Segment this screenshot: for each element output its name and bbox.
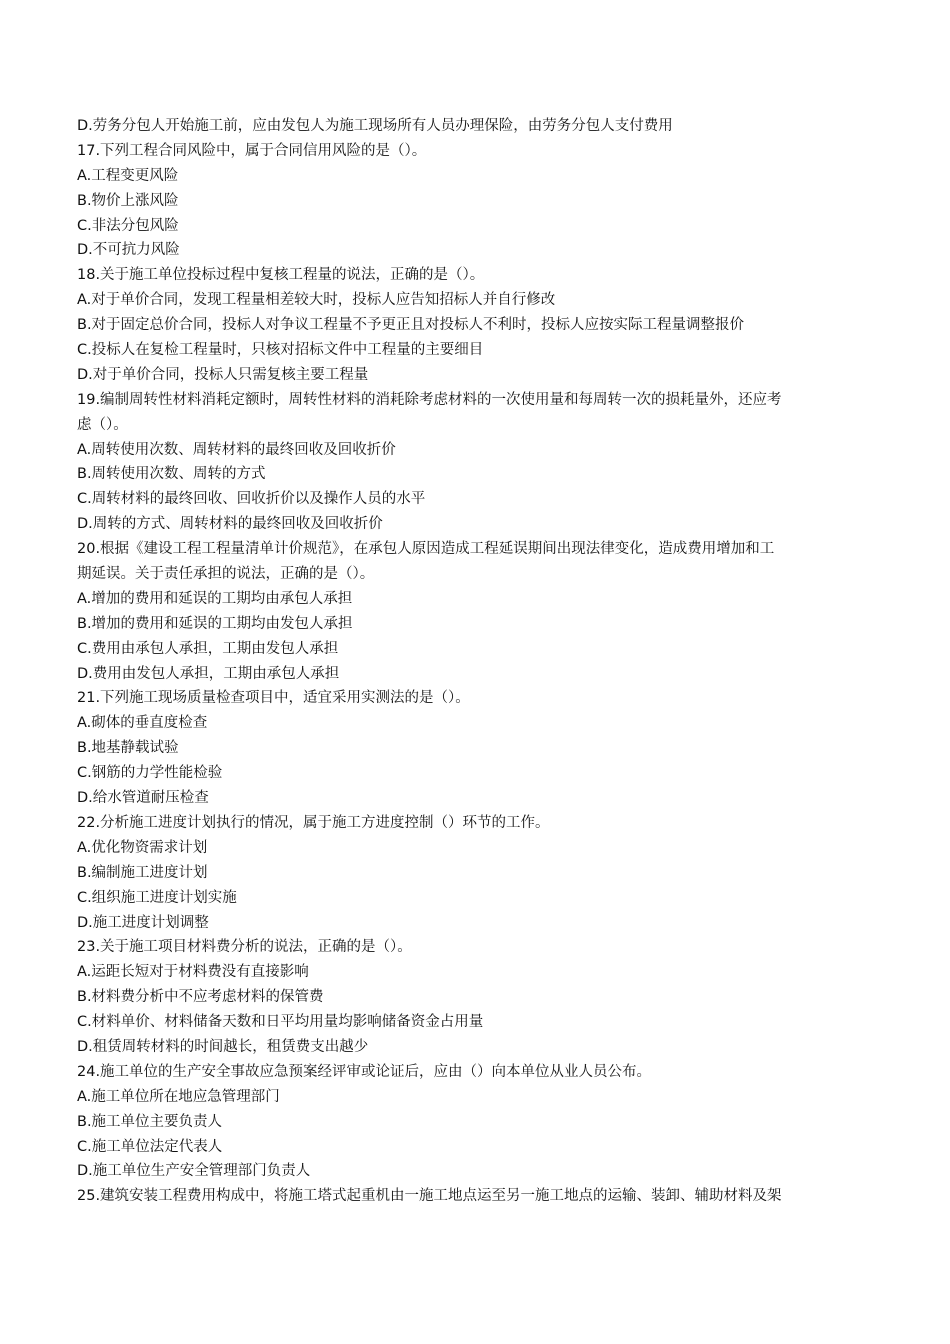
option-22-d: D.施工进度计划调整 [77,914,209,931]
option-20-b: B.增加的费用和延误的工期均由发包人承担 [77,615,353,632]
question-18: 18.关于施工单位投标过程中复核工程量的说法，正确的是（）。 [77,267,485,284]
question-20-continued: 期延误。关于责任承担的说法，正确的是（）。 [77,566,375,583]
question-22: 22.分析施工进度计划执行的情况，属于施工方进度控制（）环节的工作。 [77,814,550,831]
option-24-b: B.施工单位主要负责人 [77,1113,223,1130]
question-25: 25.建筑安装工程费用构成中，将施工塔式起重机由一施工地点运至另一施工地点的运输、装卸、辅助材料及架 [77,1188,782,1205]
option-21-c: C.钢筋的力学性能检验 [77,765,223,782]
option-23-c: C.材料单价、材料储备天数和日平均用量均影响储备资金占用量 [77,1014,484,1031]
option-17-b: B.物价上涨风险 [77,192,179,209]
option-20-c: C.费用由承包人承担，工期由发包人承担 [77,640,339,657]
option-17-a: A.工程变更风险 [77,167,179,184]
question-20: 20.根据《建设工程工程量清单计价规范》，在承包人原因造成工程延误期间出现法律变化，造成费用增加和工 [77,541,775,558]
question-17: 17.下列工程合同风险中，属于合同信用风险的是（）。 [77,142,427,159]
option-19-d: D.周转的方式、周转材料的最终回收及回收折价 [77,516,383,533]
option-17-c: C.非法分包风险 [77,217,179,234]
option-18-c: C.投标人在复检工程量时，只核对招标文件中工程量的主要细目 [77,342,484,359]
option-19-a: A.周转使用次数、周转材料的最终回收及回收折价 [77,441,396,458]
option-24-a: A.施工单位所在地应急管理部门 [77,1088,280,1105]
question-24: 24.施工单位的生产安全事故应急预案经评审或论证后，应由（）向本单位从业人员公布。 [77,1063,652,1080]
option-23-d: D.租赁周转材料的时间越长，租赁费支出越少 [77,1038,369,1055]
option-20-d: D.费用由发包人承担，工期由承包人承担 [77,665,340,682]
option-21-d: D.给水管道耐压检查 [77,790,209,807]
option-23-b: B.材料费分析中不应考虑材料的保管费 [77,989,324,1006]
option-18-d: D.对于单价合同，投标人只需复核主要工程量 [77,366,369,383]
document-page [77,114,885,1209]
question-21: 21.下列施工现场质量检查项目中，适宜采用实测法的是（）。 [77,690,470,707]
option-20-a: A.增加的费用和延误的工期均由承包人承担 [77,590,353,607]
option-16-d: D.劳务分包人开始施工前，应由发包人为施工现场所有人员办理保险，由劳务分包人支付费用 [77,118,673,134]
option-19-b: B.周转使用次数、周转的方式 [77,466,266,483]
option-22-b: B.编制施工进度计划 [77,864,208,881]
option-18-a: A.对于单价合同，发现工程量相差较大时，投标人应告知招标人并自行修改 [77,292,556,309]
option-23-a: A.运距长短对于材料费没有直接影响 [77,964,309,981]
option-22-c: C.组织施工进度计划实施 [77,889,237,906]
option-24-d: D.施工单位生产安全管理部门负责人 [77,1163,311,1180]
option-17-d: D.不可抗力风险 [77,242,180,259]
option-24-c: C.施工单位法定代表人 [77,1138,223,1155]
option-18-b: B.对于固定总价合同，投标人对争议工程量不予更正且对投标人不利时，投标人应按实际工程量调整报价 [77,317,745,334]
option-22-a: A.优化物资需求计划 [77,839,208,856]
question-19: 19.编制周转性材料消耗定额时，周转性材料的消耗除考虑材料的一次使用量和每周转一次的损耗量外，还应考 [77,391,782,408]
question-19-continued: 虑（）。 [77,416,128,433]
option-21-a: A.砌体的垂直度检查 [77,715,208,732]
option-19-c: C.周转材料的最终回收、回收折价以及操作人员的水平 [77,491,426,508]
question-23: 23.关于施工项目材料费分析的说法，正确的是（）。 [77,939,412,956]
option-21-b: B.地基静载试验 [77,740,179,757]
